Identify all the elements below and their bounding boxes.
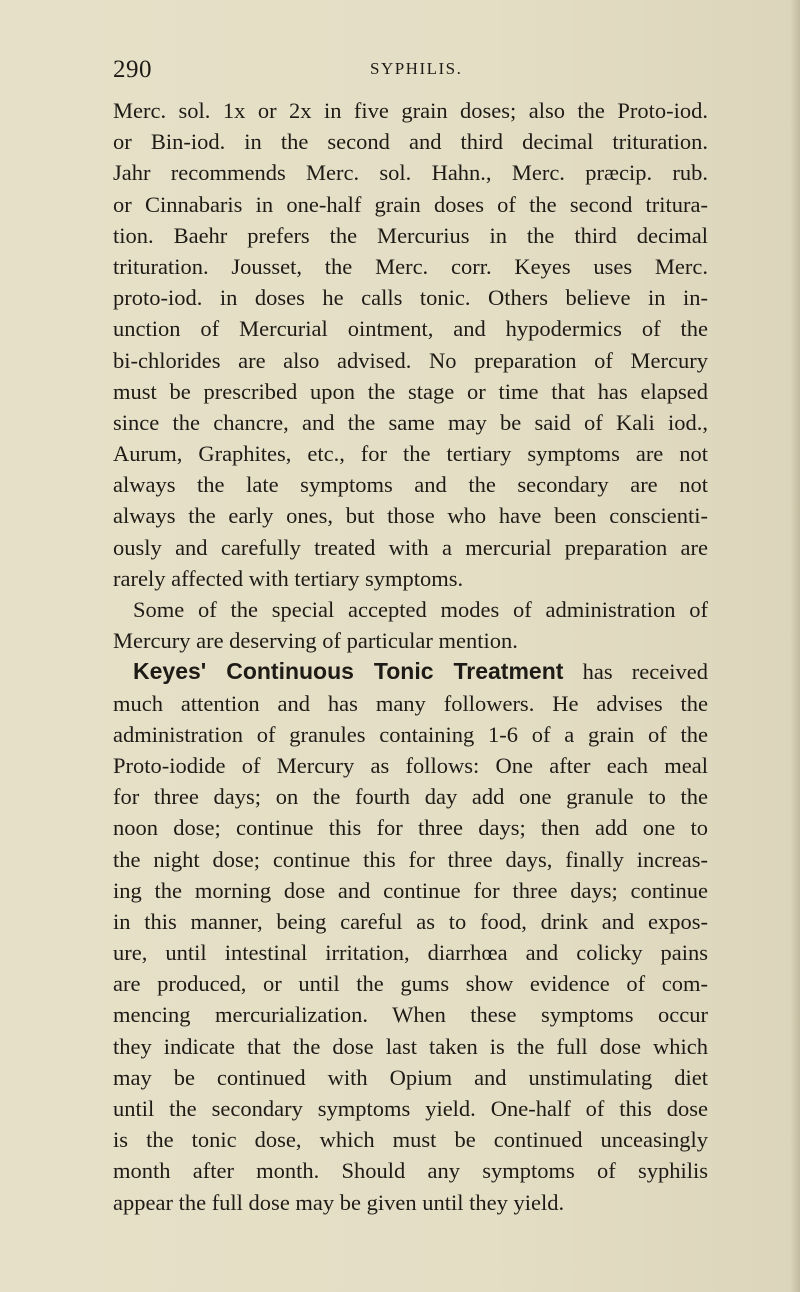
- page-number: 290: [113, 56, 152, 83]
- running-title: SYPHILIS.: [370, 59, 463, 78]
- section-heading: Keyes' Continuous Tonic Treatment: [133, 658, 564, 685]
- page-edge-shadow: [790, 0, 800, 1292]
- text-line: Some of the special accepted modes of administration of: [133, 597, 708, 622]
- text-line: Mercury are deserving of particular mention.: [113, 628, 518, 654]
- text-line: always the early ones, but those who have been conscienti-: [113, 503, 708, 529]
- text-line: for three days; on the fourth day add one granule to the: [113, 784, 708, 810]
- text-line: they indicate that the dose last taken is the full dose which: [113, 1033, 708, 1059]
- text-line: appear the full dose may be given until they yield.: [113, 1189, 565, 1215]
- text-line: or Cinnabaris in one-half grain doses of the second tritura-: [113, 191, 708, 217]
- text-line: ure, until intestinal irritation, diarrhœa and colicky pains: [113, 940, 708, 966]
- text-line: in this manner, being careful as to food, drink and expos-: [113, 908, 708, 934]
- text-line: until the secondary symptoms yield. One-half of this dose: [113, 1096, 708, 1121]
- body-text: [113, 95, 708, 1218]
- text-line: bi-chlorides are also advised. No preparation of Mercury: [113, 347, 708, 373]
- text-line: is the tonic dose, which must be continued unceasingly: [113, 1127, 708, 1153]
- text-line: Aurum, Graphites, etc., for the tertiary symptoms are not: [113, 441, 708, 467]
- text-line: proto-iod. in doses he calls tonic. Others believe in in-: [113, 285, 708, 311]
- text-line: noon dose; continue this for three days; then add one to: [113, 815, 708, 841]
- text-line: ously and carefully treated with a mercurial preparation are: [113, 534, 708, 560]
- text-line: are produced, or until the gums show evidence of com-: [113, 971, 708, 997]
- text-line: ing the morning dose and continue for three days; continue: [113, 877, 708, 903]
- text-line: administration of granules containing 1-6 of a grain of the: [113, 721, 708, 747]
- text-line: Proto-iodide of Mercury as follows: One after each meal: [113, 752, 708, 778]
- text-line: Jahr recommends Merc. sol. Hahn., Merc. præcip. rub.: [113, 160, 708, 186]
- page-header: [113, 56, 703, 88]
- text-line: must be prescribed upon the stage or time that has elapsed: [113, 378, 708, 404]
- text-line: mencing mercurialization. When these symptoms occur: [113, 1002, 708, 1028]
- text-line: month after month. Should any symptoms of syphilis: [113, 1158, 708, 1184]
- text-line: much attention and has many followers. He advises the: [113, 690, 708, 716]
- text-line: tion. Baehr prefers the Mercurius in the third decimal: [113, 222, 708, 248]
- text-line: unction of Mercurial ointment, and hypodermics of the: [113, 316, 708, 342]
- text-line: Merc. sol. 1x or 2x in five grain doses; also the Proto-iod.: [113, 98, 708, 123]
- text-line: or Bin-iod. in the second and third decimal trituration.: [113, 129, 708, 155]
- text-line: the night dose; continue this for three days, finally increas-: [113, 846, 708, 872]
- text-line: rarely affected with tertiary symptoms.: [113, 565, 464, 591]
- text-line: always the late symptoms and the secondary are not: [113, 472, 708, 498]
- text-line: trituration. Jousset, the Merc. corr. Keyes uses Merc.: [113, 253, 708, 279]
- heading-line: [113, 656, 708, 687]
- text-line: may be continued with Opium and unstimulating diet: [113, 1064, 708, 1090]
- heading-line-rest: has received: [563, 659, 708, 685]
- text-line: since the chancre, and the same may be said of Kali iod.,: [113, 409, 708, 435]
